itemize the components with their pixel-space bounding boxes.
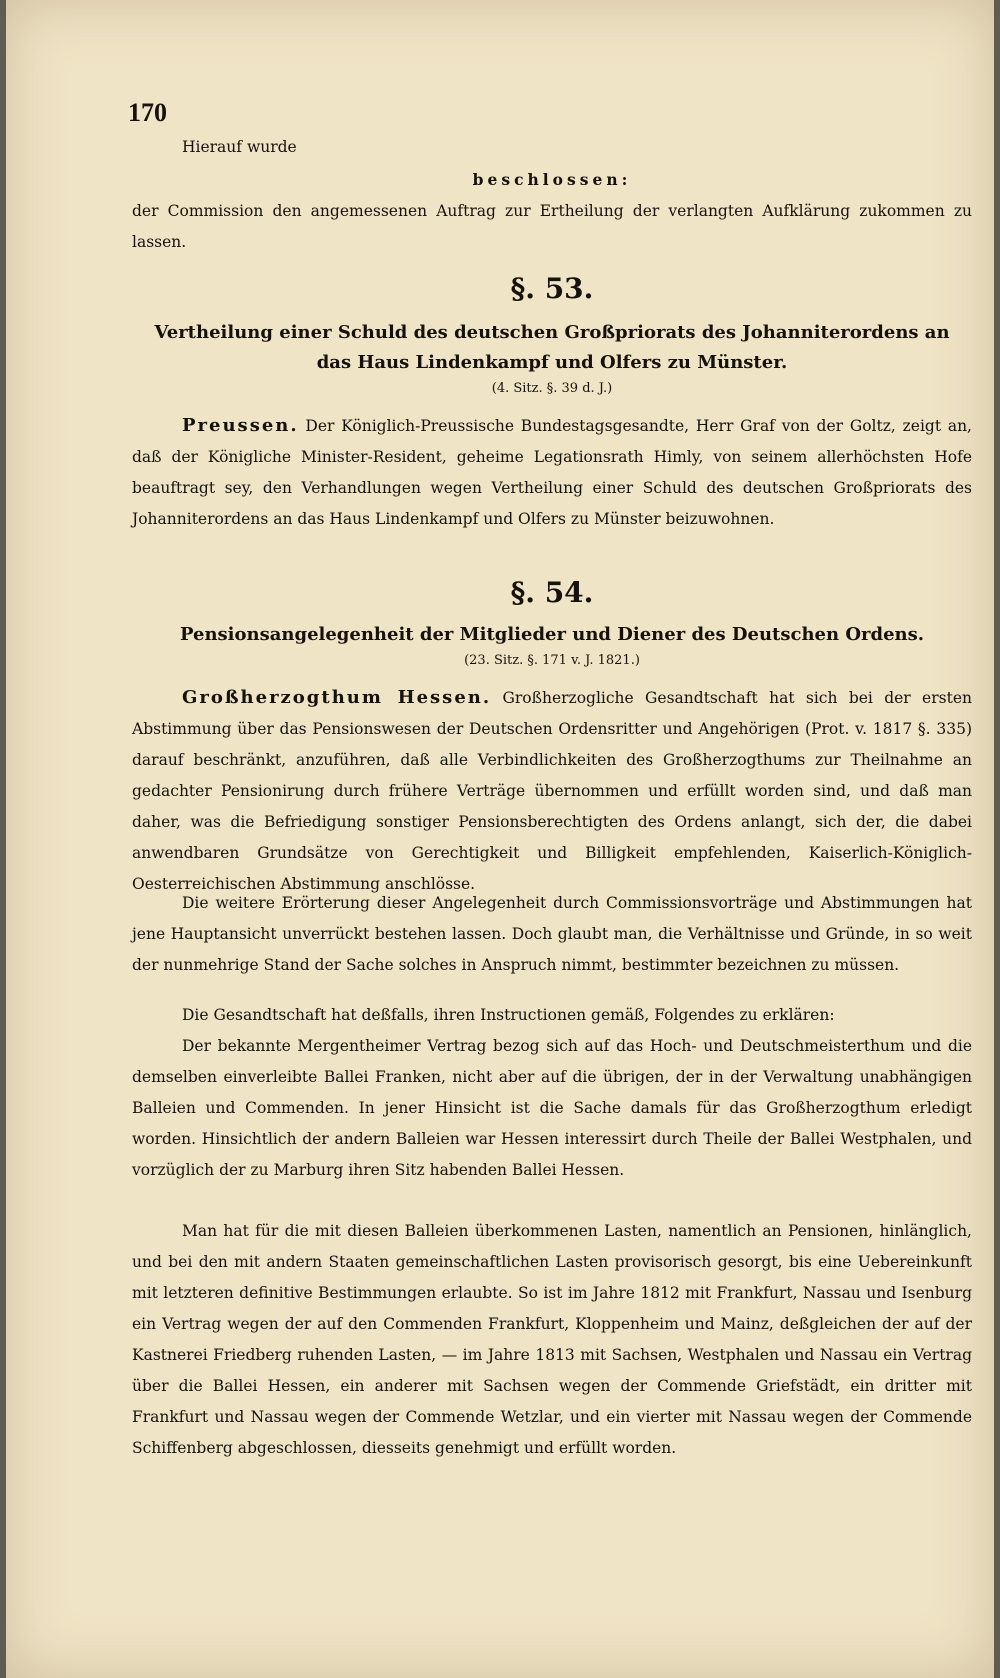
- book-page: [6, 0, 994, 1678]
- intro-block: [132, 132, 972, 163]
- section-54-title-block: [132, 620, 972, 672]
- section-54-paragraph-2: Die weitere Erörterung dieser Angelegenheit durch Commissionsvorträge und Abstimmungen hat jene Hauptansicht unverrückt bestehen lassen. Doch glaubt man, die Verhältnisse und Gründe, in so weit der nunmehrige Stand der Sache solches in Anspruch nimmt, bestimmter bezeichnen zu müssen.: [132, 894, 972, 974]
- section-54-title: Pensionsangelegenheit der Mitglieder und Diener des Deutschen Ordens.: [179, 624, 925, 645]
- section-54-paragraph-3: Die Gesandtschaft hat deßfalls, ihren Instructionen gemäß, Folgendes zu erklären:: [182, 1006, 835, 1024]
- section-53-text: Der Königlich-Preussische Bundestagsgesandte, Herr Graf von der Goltz, zeigt an, daß der Königliche Minister-Resident, geheime Legationsrath Himly, von seinem allerhöchsten Hofe beauftragt sey, den Verhandlungen wegen Vertheilung einer Schuld des deutschen Großpriorats des Johanniterordens an das Haus Lindenkampf und Olfers zu Münster beizuwohnen.: [132, 417, 972, 528]
- section-53-title-line2: das Haus Lindenkampf und Olfers zu Münster.: [316, 352, 788, 373]
- section-53-body: [132, 410, 972, 535]
- section-54-text-1: Großherzogliche Gesandtschaft hat sich bei der ersten Abstimmung über das Pensionswesen der Deutschen Ordensritter und Angehörigen (Prot. v. 1817 §. 335) darauf beschränkt, anzuführen, daß alle Verbindlichkeiten des Großherzogthums zur Theilnahme an gedachter Pensionirung durch frühere Verträge übernommen und erfüllt worden sind, und daß man daher, was die Befriedigung sonstiger Pensionsberechtigten des Ordens anlangt, sich der, die dabei anwendbaren Grundsätze von Gerechtigkeit und Billigkeit empfehlenden, Kaiserlich-Königlich-Oesterreichischen Abstimmung anschlösse.: [132, 689, 972, 893]
- intro-text: Hierauf wurde: [182, 138, 297, 156]
- section-53-title-block: [132, 318, 972, 400]
- section-54-paragraph-4: Der bekannte Mergentheimer Vertrag bezog sich auf das Hoch- und Deutschmeisterthum und die demselben einverleibte Ballei Franken, nicht aber auf die übrigen, der in der Verwaltung unabhängigen Balleien und Commenden. In jener Hinsicht ist die Sache damals für das Großherzogthum erledigt worden. Hinsichtlich der andern Balleien war Hessen interessirt durch Theile der Ballei Westphalen, und vorzüglich der zu Marburg ihren Sitz habenden Ballei Hessen.: [132, 1037, 972, 1179]
- section-54-body-2: [132, 888, 972, 981]
- section-53-state: Preussen.: [182, 415, 299, 436]
- section-53-ref: (4. Sitz. §. 39 d. J.): [491, 381, 613, 396]
- section-54-paragraph-5: Man hat für die mit diesen Balleien überkommenen Lasten, namentlich an Pensionen, hinlänglich, und bei den mit andern Staaten gemeinschaftlichen Lasten provisorisch gesorgt, bis eine Uebereinkunft mit letzteren definitive Bestimmungen erlaubte. So ist im Jahre 1812 mit Frankfurt, Nassau und Isenburg ein Vertrag wegen der auf den Commenden Frankfurt, Kloppenheim und Mainz, deßgleichen der auf der Kastnerei Friedberg ruhenden Lasten, — im Jahre 1813 mit Sachsen, Westphalen und Nassau ein Vertrag über die Ballei Hessen, ein anderer mit Sachsen wegen der Commende Griefstädt, ein dritter mit Frankfurt und Nassau wegen der Commende Wetzlar, und ein vierter mit Nassau wegen der Commende Schiffenberg abgeschlossen, diesseits genehmigt und erfüllt worden.: [132, 1222, 972, 1457]
- section-54-body-4: [132, 1031, 972, 1186]
- resolution-text: der Commission den angemessenen Auftrag zur Ertheilung der verlangten Aufklärung zukommen zu lassen.: [132, 202, 972, 251]
- section-54-number-block: [132, 576, 972, 609]
- page-number: 170: [128, 98, 167, 127]
- section-54-state: Großherzogthum Hessen.: [182, 687, 492, 708]
- section-54-number: §. 54.: [510, 576, 594, 609]
- section-54-body-1: [132, 682, 972, 900]
- section-53-number: §. 53.: [510, 272, 594, 305]
- section-54-body-5: [132, 1216, 972, 1464]
- beschlossen-block: [132, 164, 972, 195]
- section-54-ref: (23. Sitz. §. 171 v. J. 1821.): [464, 653, 640, 668]
- section-54-body-3: [132, 1000, 972, 1031]
- beschlossen-heading: beschlossen:: [472, 170, 632, 189]
- section-53-title-line1: Vertheilung einer Schuld des deutschen Großpriorats des Johanniterordens an: [154, 322, 950, 343]
- resolution-block: [132, 196, 972, 258]
- section-53-number-block: [132, 272, 972, 305]
- section-53-paragraph: [132, 410, 972, 535]
- section-54-paragraph-1: [132, 682, 972, 900]
